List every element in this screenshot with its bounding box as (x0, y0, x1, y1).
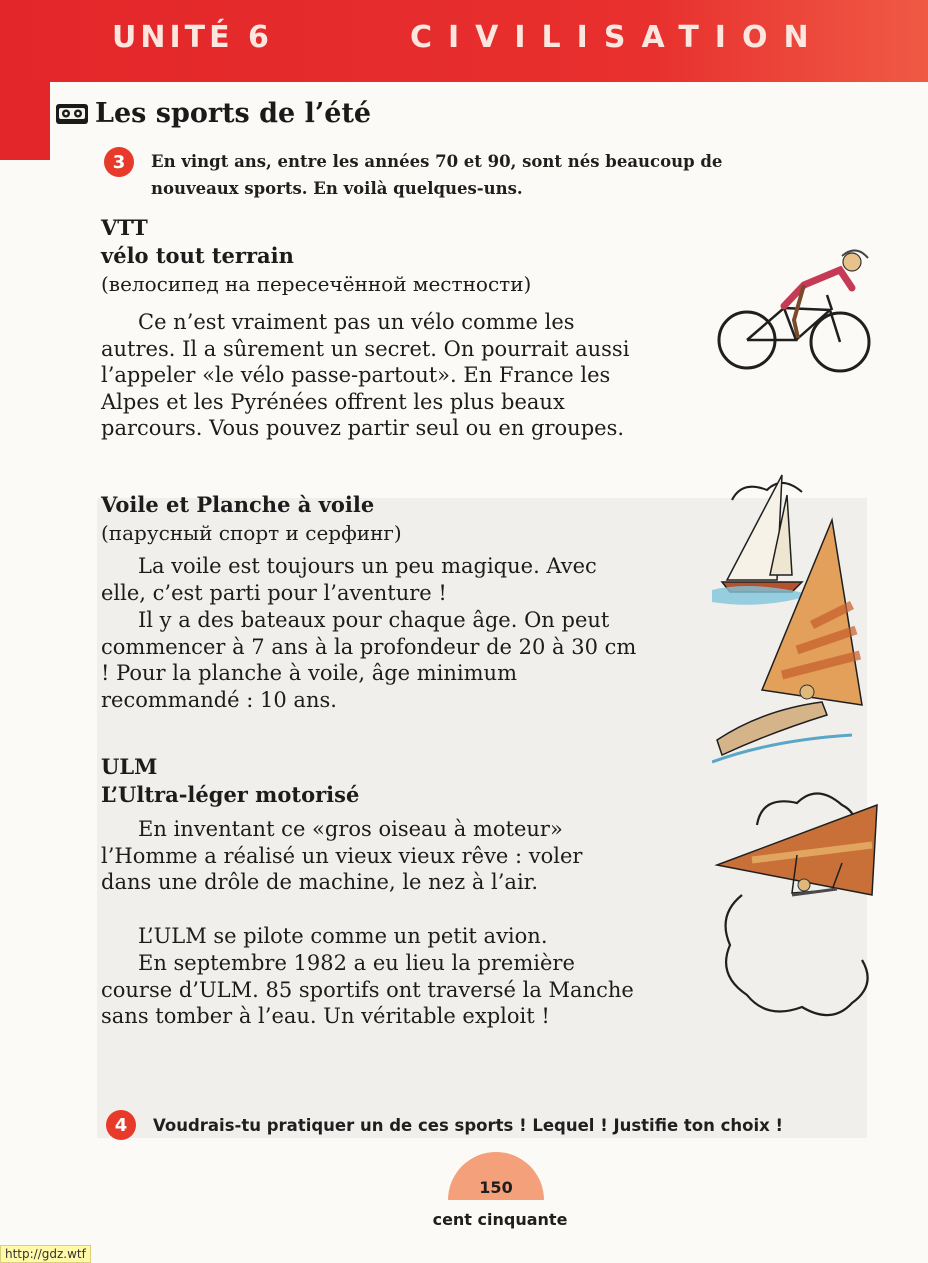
ulm-section (101, 753, 661, 809)
ulm-subtitle: L’Ultra-léger motorisé (101, 782, 360, 807)
task-4-instruction: Voudrais-tu pratiquer un de ces sports ! Lequel ! Justifie ton choix ! (153, 1116, 784, 1135)
cassette-tape-icon (55, 103, 89, 125)
source-watermark-link[interactable]: http://gdz.wtf (0, 1245, 91, 1263)
page-title: Les sports de l’été (95, 98, 372, 129)
voile-translation: (парусный спорт и серфинг) (101, 521, 402, 545)
vtt-translation: (велосипед на пересечённой местности) (101, 272, 532, 296)
page-number-words: cent cinquante (432, 1210, 568, 1229)
ulm-title: ULM (101, 754, 158, 779)
sailing-illustration (712, 470, 872, 770)
page-number: 150 (479, 1178, 513, 1197)
vtt-subtitle: vélo tout terrain (101, 243, 294, 268)
vtt-title: VTT (101, 215, 148, 240)
header-side-tab (0, 82, 50, 160)
ulm-paragraph-3: En septembre 1982 a eu lieu la première course d’ULM. 85 sportifs ont traversé la Manche sans tomber à l’eau. Un véritable exploit ! (101, 951, 634, 1028)
voile-paragraph-1: La voile est toujours un peu magique. Avec elle, c’est parti pour l’aventure ! (101, 554, 597, 605)
voile-paragraph-2: Il y a des bateaux pour chaque âge. On peut commencer à 7 ans à la profondeur de 20 à 30 cm ! Pour la planche à voile, âge minimum recommandé : 10 ans. (101, 608, 637, 712)
voile-section (101, 491, 661, 547)
section-label: CIVILISATION (410, 20, 825, 55)
ulm-paragraph-1: En inventant ce «gros oiseau à moteur» l’Homme a réalisé un vieux vieux rêve : voler dans une drôle de machine, le nez à l’air. (101, 817, 583, 894)
unit-header-bar (0, 0, 928, 82)
cyclist-illustration (712, 240, 882, 380)
ulm-hang-glider-illustration (712, 785, 887, 1030)
page-title-row (55, 98, 371, 129)
ulm-paragraph-2: L’ULM se pilote comme un petit avion. (138, 924, 548, 948)
voile-title: Voile et Planche à voile (101, 492, 375, 517)
task-4-number-badge: 4 (106, 1110, 136, 1140)
task-3-instruction: En vingt ans, entre les années 70 et 90, sont nés beaucoup de nouveaux sports. En voilà quelques-uns. (151, 152, 723, 198)
vtt-paragraph: Ce n’est vraiment pas un vélo comme les autres. Il a sûrement un secret. On pourrait aussi l’appeler «le vélo passe-partout». En France les Alpes et les Pyrénées offrent les plus beaux parcours. Vous pouvez partir seul ou en groupes. (101, 310, 630, 440)
unit-label: UNITÉ 6 (112, 20, 273, 55)
vtt-section (101, 214, 661, 298)
task-3-number-badge: 3 (104, 147, 134, 177)
